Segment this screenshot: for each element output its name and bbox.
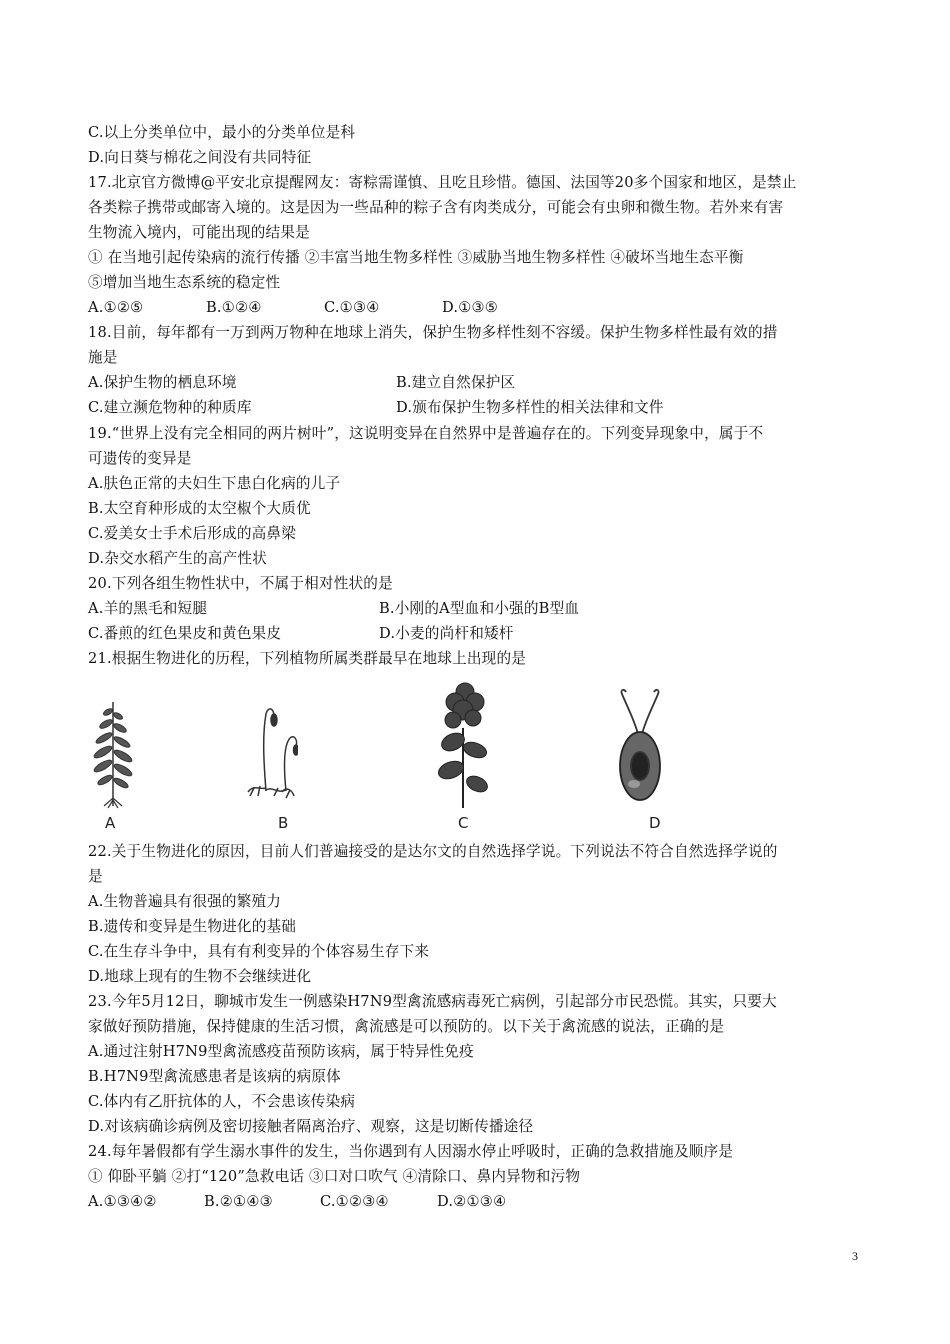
page-number: 3 (852, 1249, 858, 1263)
question-23-stem: 23.今年5月12日，聊城市发生一例感染H7N9型禽流感病毒死亡病例，引起部分市民恐慌。其实，只要大 (88, 993, 777, 1010)
question-19-stem: 可遗传的变异是 (88, 450, 192, 467)
option: D.杂交水稻产生的高产性状 (88, 550, 267, 567)
question-17-stem: 生物流入境内，可能出现的结果是 (88, 224, 310, 241)
option: D.①③⑤ (442, 299, 499, 316)
option: A.肤色正常的夫妇生下患白化病的儿子 (88, 475, 341, 492)
option: C.①②③④ (320, 1193, 389, 1210)
question-18-stem: 施是 (88, 349, 118, 366)
figure-label: A (105, 814, 116, 832)
question-17-items: ① 在当地引起传染病的流行传播 ②丰富当地生物多样性 ③威胁当地生物多样性 ④破坏当地生态平衡 (88, 249, 744, 266)
alga-figure (610, 684, 670, 809)
question-17-stem: 17.北京官方微博@平安北京提醒网友：寄粽需谨慎、且吃且珍惜。德国、法国等20多个国家和地区，是禁止 (88, 174, 797, 191)
option: C.番煎的红色果皮和黄色果皮 (88, 625, 282, 642)
fern-figure (90, 694, 136, 809)
option: A.通过注射H7N9型禽流感疫苗预防该病，属于特异性免疫 (88, 1043, 474, 1060)
option: D.颁布保护生物多样性的相关法律和文件 (396, 399, 664, 416)
question-17-stem: 各类粽子携带或邮寄入境的。这是因为一些品种的粽子含有肉类成分，可能会有虫卵和微生物。若外来有害 (88, 199, 784, 216)
text-line: C.以上分类单位中，最小的分类单位是科 (88, 124, 356, 141)
question-23-stem: 家做好预防措施，保持健康的生活习惯，禽流感是可以预防的。以下关于禽流感的说法，正确的是 (88, 1018, 725, 1035)
flowering-plant-figure (433, 680, 498, 810)
question-18-options-row (88, 373, 237, 393)
text-line: D.向日葵与棉花之间没有共同特征 (88, 149, 312, 166)
question-17-items: ⑤增加当地生态系统的稳定性 (88, 274, 281, 291)
option: B.太空育种形成的太空椒个大质优 (88, 500, 311, 517)
option: A.①②⑤ (88, 299, 144, 316)
question-18-stem: 18.目前，每年都有一万到两万物种在地球上消失，保护生物多样性刻不容缓。保护生物多样性最有效的措 (88, 324, 778, 341)
question-20-stem: 20.下列各组生物性状中，不属于相对性状的是 (88, 575, 393, 592)
figure-label: C (458, 814, 469, 832)
option: C.建立濒危物种的种质库 (88, 399, 252, 416)
option: C.爱美女士手术后形成的高鼻梁 (88, 525, 297, 542)
plant-figures (88, 680, 708, 835)
option: A.保护生物的栖息环境 (88, 374, 237, 391)
option: B.遗传和变异是生物进化的基础 (88, 918, 297, 935)
option: D.小麦的尚杆和矮杆 (379, 625, 514, 642)
option: A.①③④② (88, 1193, 157, 1210)
option: B.H7N9型禽流感患者是该病的病原体 (88, 1068, 341, 1085)
question-19-stem: 19.“世界上没有完全相同的两片树叶”，这说明变异在自然界中是普遍存在的。下列变异现象中，属于不 (88, 425, 764, 442)
question-24-stem: 24.每年暑假都有学生溺水事件的发生，当你遇到有人因溺水停止呼吸时，正确的急救措施及顺序是 (88, 1143, 734, 1160)
option: C.①③④ (324, 299, 380, 316)
option: A.羊的黑毛和短腿 (88, 600, 208, 617)
moss-figure (238, 696, 298, 806)
option: B.建立自然保护区 (396, 374, 516, 391)
question-22-stem: 22.关于生物进化的原因，目前人们普遍接受的是达尔文的自然选择学说。下列说法不符合自然选择学说的 (88, 843, 778, 860)
option: C.在生存斗争中，具有有利变异的个体容易生存下来 (88, 943, 430, 960)
question-24-options (88, 1192, 506, 1212)
question-24-items: ① 仰卧平躺 ②打“120”急救电话 ③口对口吹气 ④清除口、鼻内异物和污物 (88, 1168, 581, 1185)
figure-label: D (649, 814, 661, 832)
option: B.小刚的A型血和小强的B型血 (379, 600, 580, 617)
question-21-stem: 21.根据生物进化的历程，下列植物所属类群最早在地球上出现的是 (88, 650, 527, 667)
option: A.生物普遍具有很强的繁殖力 (88, 893, 282, 910)
question-22-stem: 是 (88, 868, 103, 885)
option: D.地球上现有的生物不会继续进化 (88, 968, 312, 985)
option: D.②①③④ (437, 1193, 507, 1210)
figure-label: B (278, 814, 289, 832)
question-17-options (88, 298, 498, 318)
option: B.①②④ (206, 299, 262, 316)
option: C.体内有乙肝抗体的人，不会患该传染病 (88, 1093, 356, 1110)
option: D.对该病确诊病例及密切接触者隔离治疗、观察，这是切断传播途径 (88, 1118, 534, 1135)
option: B.②①④③ (204, 1193, 273, 1210)
